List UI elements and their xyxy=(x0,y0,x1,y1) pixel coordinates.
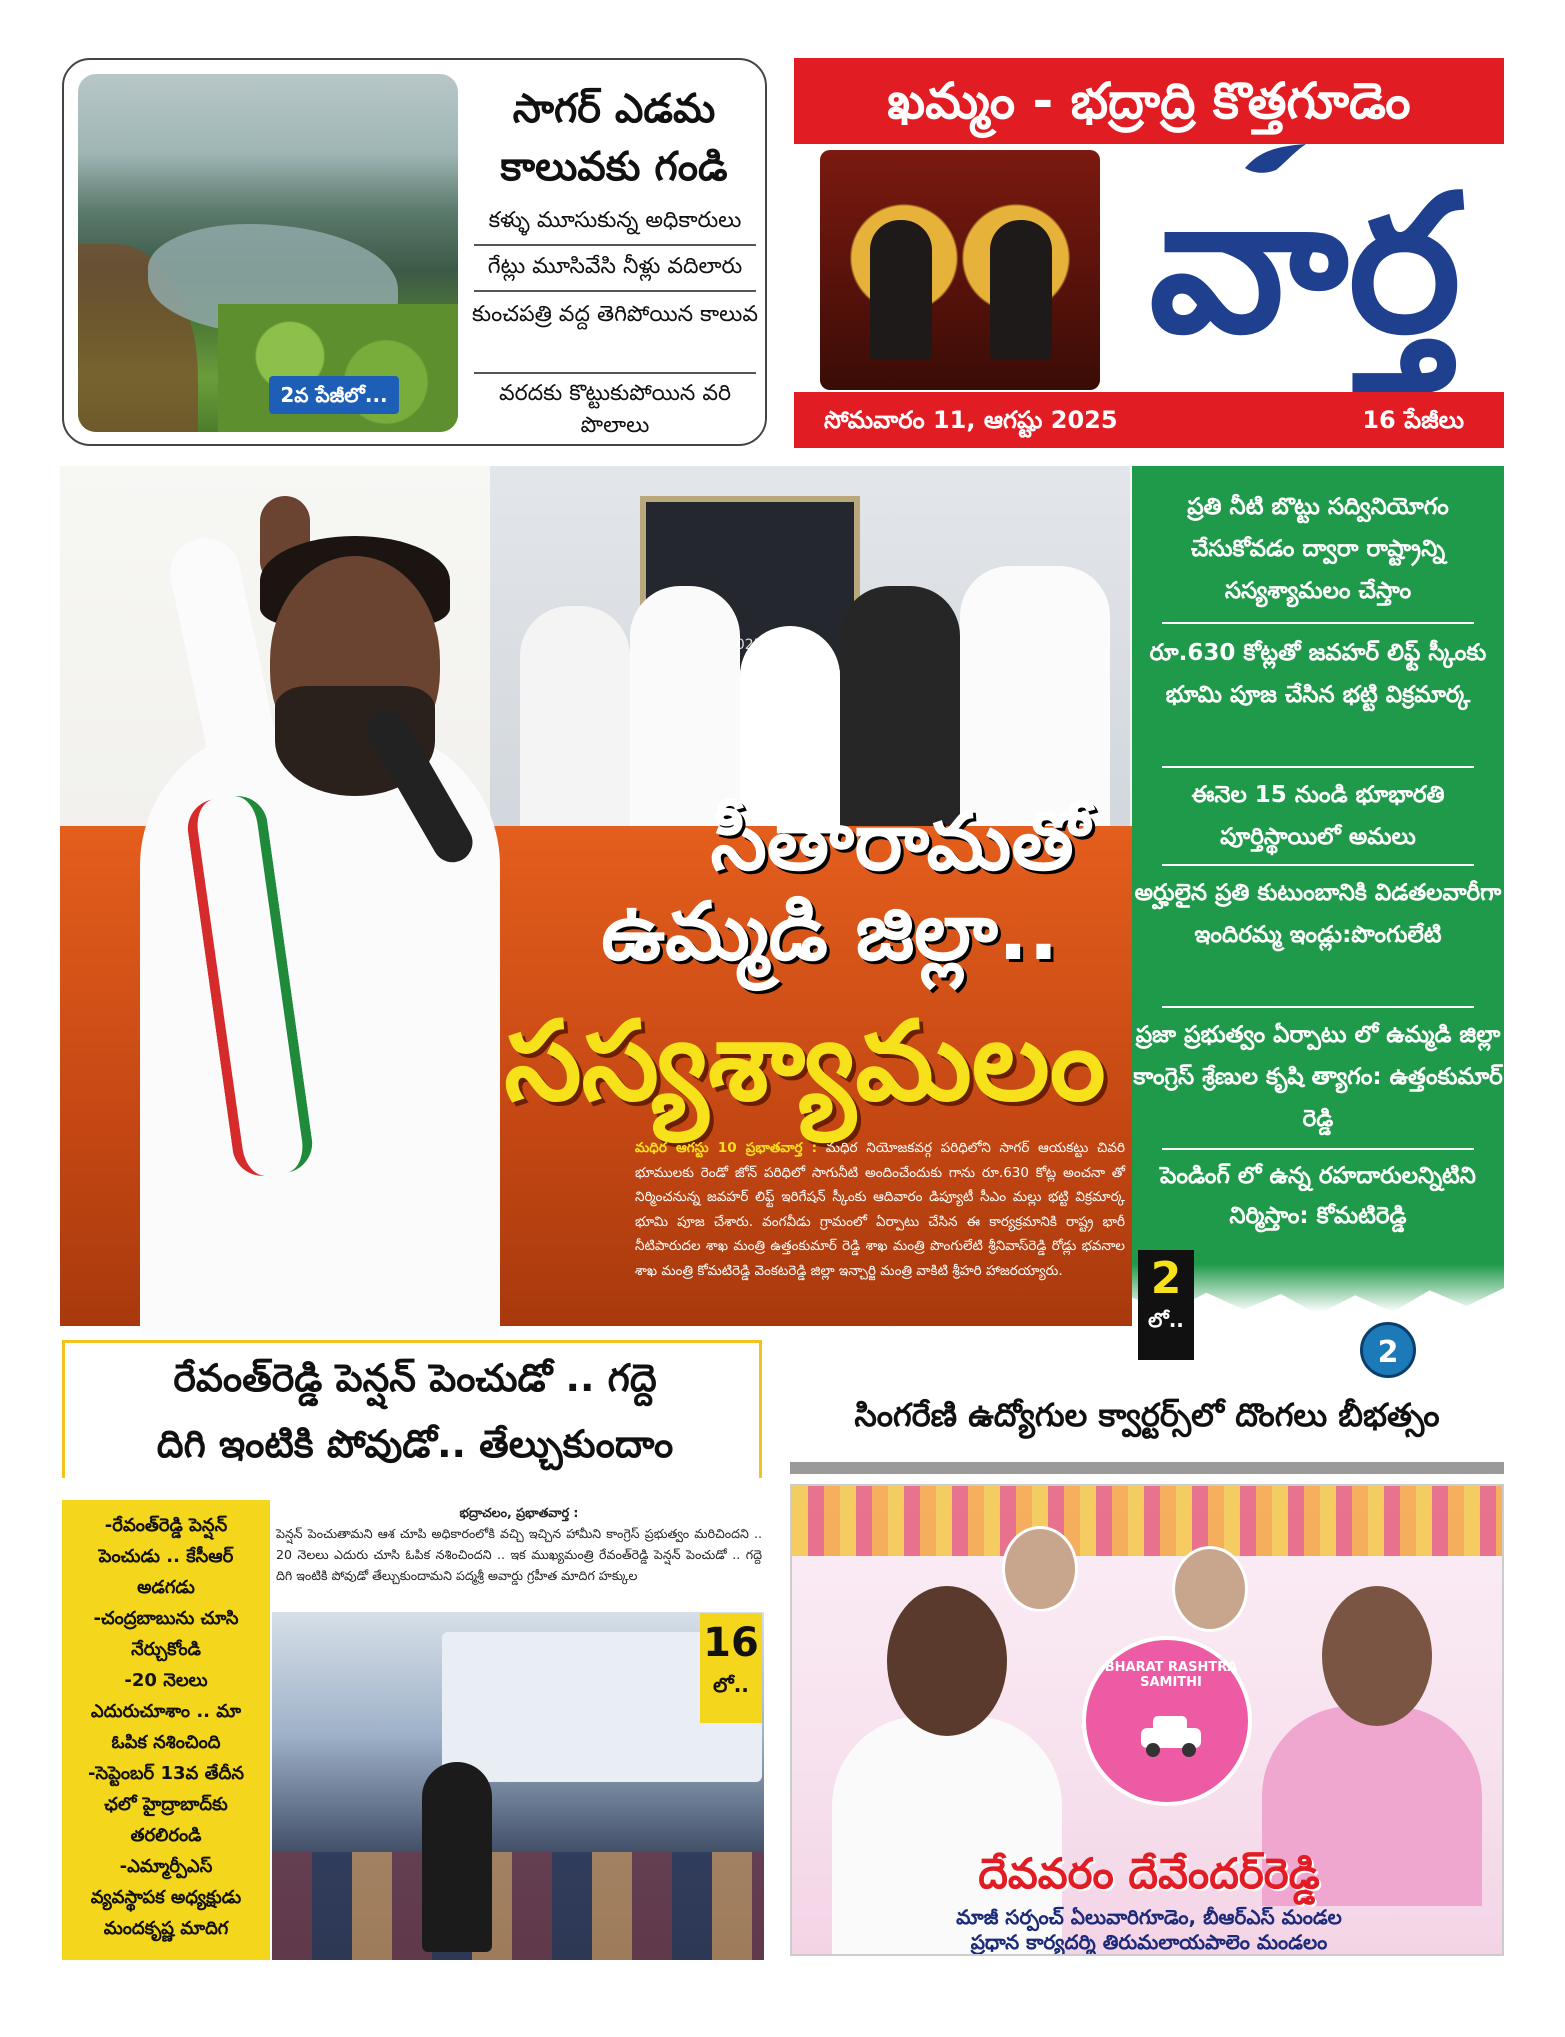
newspaper-logo[interactable]: వార్త xyxy=(1149,154,1461,375)
pension-point: ఛలో హైద్రాబాద్‌కు xyxy=(104,1794,228,1815)
ad-designation-line1: మాజీ సర్పంచ్ ఏలువారిగూడెం, బీఆర్ఎస్ మండల xyxy=(956,1905,1342,1929)
lead-jump-num: 2 xyxy=(1150,1253,1182,1304)
canal-breach-photo xyxy=(78,74,458,432)
pension-point: -చంద్రబాబును చూసి xyxy=(93,1608,239,1629)
teaser-page-ref[interactable]: 2వ పేజీలో... xyxy=(269,376,399,414)
pension-point: పెంచుడు .. కేసీఆర్ xyxy=(98,1546,234,1567)
ad-decor-stripe xyxy=(792,1486,1504,1556)
pension-body-text: పెన్షన్ పెంచుతామని ఆశ చూపి అధికారంలోకి వచ్చి ఇచ్చిన హామీని కాంగ్రెస్ ప్రభుత్వం మరిచిందని .. 20 నెలలు ఎదురు చూసి ఓపిక నశించిందని .. ఇక ముఖ్యమంత్రి రేవంత్‌రెడ్డి పెన్షన్ పెంచుడో .. గద్దె దిగి ఇంటికి పోవుడో తేల్చుకుందామని పద్మశ్రీ అవార్డు గ్రహీత మాదిగ హక్కుల xyxy=(276,1526,762,1583)
pension-point: -20 నెలలు xyxy=(124,1670,208,1691)
pension-jump-suffix: లో.. xyxy=(713,1673,749,1697)
lead-story[interactable] xyxy=(60,466,1132,1336)
teaser-point: గేట్లు మూసివేసి నీళ్లు వదిలారు xyxy=(487,254,743,279)
issue-date: సోమవారం 11, ఆగష్టు 2025 xyxy=(824,406,1118,434)
pension-point: అడగడు xyxy=(137,1577,195,1598)
pension-headline[interactable] xyxy=(62,1340,762,1478)
party-name: BHARAT RASHTRA SAMITHI xyxy=(1104,1660,1238,1690)
pension-point: తరలిరండి xyxy=(130,1825,202,1846)
page-count: 16 పేజీలు xyxy=(1362,406,1464,434)
highlight-point: ప్రజా ప్రభుత్వం ఏర్పాటు లో ఉమ్మడి జిల్లా కాంగ్రెస్ శ్రేణుల కృషి త్యాగం: ఉత్తంకుమార్ రెడ్డి xyxy=(1133,1022,1503,1132)
speaker-photo xyxy=(100,476,530,1336)
highlight-point: ప్రతి నీటి బొట్టు సద్వినియోగం చేసుకోవడం ద్వారా రాష్ట్రాన్ని సస్యశ్యామలం చేస్తాం xyxy=(1187,494,1449,604)
date-bar xyxy=(794,392,1504,448)
pension-point: -ఎమ్మార్పీఎస్ xyxy=(119,1856,213,1877)
highlights-panel xyxy=(1132,466,1504,1246)
ad-portrait-small xyxy=(1002,1526,1078,1612)
pension-point: వ్యవస్థాపక అధ్యక్షుడు xyxy=(90,1887,242,1908)
page-badge[interactable]: 2 xyxy=(1360,1322,1416,1378)
lead-jump-ref[interactable] xyxy=(1138,1250,1194,1360)
car-icon xyxy=(1131,1710,1211,1760)
highlight-point: రూ.630 కోట్లతో జవహర్ లిఫ్ట్ స్కీంకు భూమి పూజ చేసిన భట్టి విక్రమార్క xyxy=(1149,640,1487,708)
ad-designation-line2: ప్రధాన కార్యదర్శి తిరుమలాయపాలెం మండలం xyxy=(970,1930,1328,1954)
lead-body xyxy=(635,1136,1125,1283)
pension-point: నేర్చుకోండి xyxy=(131,1639,201,1660)
pension-point: మందకృష్ణ మాదిగ xyxy=(103,1918,229,1939)
lead-title-line2: ఉమ్మడి జిల్లా.. xyxy=(601,885,1059,978)
lead-body-text: మధిర నియోజకవర్గ పరిధిలోని సాగర్ ఆయకట్టు చివరి భూములకు రెండో జోన్ పరిధిలో సాగునీటి అందించేందుకు గాను రూ.630 కోట్ల అంచనా తో నిర్మించనున్న జవహర్ లిఫ్ట్ ఇరిగేషన్ స్కీంకు ఆదివారం డిప్యూటీ సీఎం మల్లు భట్టి విక్రమార్క భూమి పూజ చేశారు. వంగవీడు గ్రామంలో ఏర్పాటు చేసిన ఈ కార్యక్రమానికి రాష్ట్ర భారీ నీటిపారుదల శాఖ మంత్రి ఉత్తంకుమార్ రెడ్డి శాఖ మంత్రి పొంగులేటి శ్రీనివాస్‌రెడ్డి రోడ్లు భవనాల శాఖ మంత్రి కోమటిరెడ్డి వెంకటరెడ్డి జిల్లా ఇన్చార్జి మంత్రి వాకిటి శ్రీహరి హాజరయ్యారు. xyxy=(635,1140,1125,1279)
pension-highlights xyxy=(62,1500,270,1960)
mrps-meeting-photo xyxy=(272,1612,764,1960)
lead-title-line3: సస్యశ్యామలం xyxy=(504,997,1106,1125)
teaser-point: వరదకు కొట్టుకుపోయిన వరి పొలాలు xyxy=(498,381,732,438)
highlight-point: పెండింగ్ లో ఉన్న రహదారులన్నిటిని నిర్మిస్తాం: కోమటిరెడ్డి xyxy=(1160,1163,1476,1229)
lead-dateline: మధిర ఆగస్టు 10 ప్రభాతవార్త : xyxy=(635,1140,818,1156)
pension-point: ఎదురుచూశాం .. మా xyxy=(90,1701,242,1722)
pension-dateline: భద్రాచలం, ప్రభాతవార్త : xyxy=(459,1505,579,1520)
teaser-point: కళ్ళు మూసుకున్న అధికారులు xyxy=(488,208,742,233)
pension-point: ఓపిక నశించింది xyxy=(111,1732,221,1753)
edition-banner: ఖమ్మం - భద్రాద్రి కొత్తగూడెం xyxy=(794,58,1504,144)
lead-title-line1: సీతారామతో xyxy=(710,795,1090,888)
teaser-box[interactable] xyxy=(62,58,767,446)
teaser-point: కుంచపత్రి వద్ద తెగిపోయిన కాలువ xyxy=(472,302,758,327)
highlight-point: అర్హులైన ప్రతి కుటుంబానికి విడతలవారీగా ఇందిరమ్మ ఇండ్లు:పొంగులేటి xyxy=(1134,880,1502,948)
ad-person-name: దేవవరం దేవేందర్‌రెడ్డి xyxy=(978,1849,1320,1898)
brs-advertisement[interactable] xyxy=(790,1484,1504,1956)
brs-party-flag xyxy=(1082,1636,1252,1806)
deity-image xyxy=(820,150,1100,390)
teaser-headline: సాగర్ ఎడమ కాలువకు గండి xyxy=(500,85,728,190)
pension-point: -రేవంత్‌రెడ్డి పెన్షన్ xyxy=(104,1515,228,1536)
pension-body xyxy=(276,1502,762,1586)
divider xyxy=(790,1462,1504,1474)
pension-headline-line1: రేవంత్‌రెడ్డి పెన్షన్ పెంచుడో .. గద్దె xyxy=(173,1356,657,1400)
pension-headline-line2: దిగి ఇంటికి పోవుడో.. తేల్చుకుందాం xyxy=(156,1422,674,1466)
pension-point: -సెప్టెంబర్ 13వ తేదీన xyxy=(88,1763,244,1784)
lead-jump-suffix: లో.. xyxy=(1148,1308,1184,1332)
pension-jump-num: 16 xyxy=(703,1620,759,1666)
highlight-point: ఈనెల 15 నుండి భూభారతి పూర్తిస్థాయిలో అమలు xyxy=(1191,782,1445,850)
singareni-headline[interactable]: సింగరేణి ఉద్యోగుల క్వార్టర్స్‌లో దొంగలు బీభత్సం xyxy=(854,1396,1440,1434)
ad-portrait-second xyxy=(1232,1576,1502,1876)
pension-jump-ref[interactable] xyxy=(700,1613,762,1723)
